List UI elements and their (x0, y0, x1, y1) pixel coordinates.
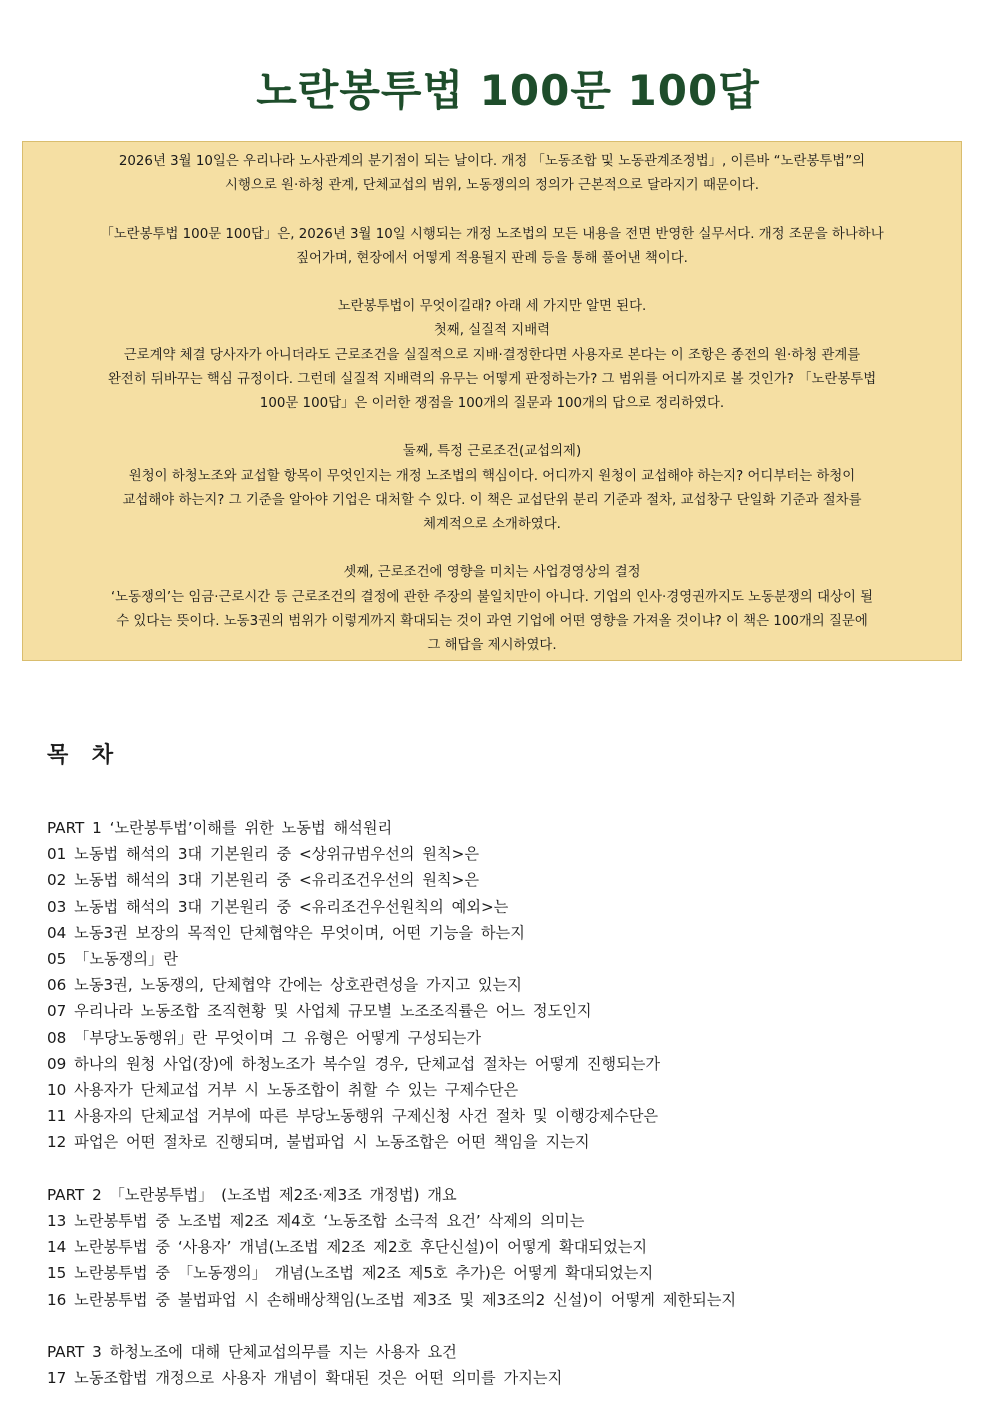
toc-item[interactable]: 12 파업은 어떤 절차로 진행되며, 불법파업 시 노동조합은 어떤 책임을 지는지 (47, 1133, 590, 1152)
point1-title: 첫째, 실질적 지배력 (433, 323, 551, 339)
toc-item[interactable]: 04 노동3권 보장의 목적인 단체협약은 무엇이며, 어떤 기능을 하는지 (47, 923, 525, 942)
intro-line: 짚어가며, 현장에서 어떻게 적용될지 판례 등을 통해 풀어낸 책이다. (296, 250, 688, 266)
toc-item[interactable]: 14 노란봉투법 중 ‘사용자’ 개념(노조법 제2조 제2호 후단신설)이 어떻게 확대되었는지 (47, 1238, 648, 1257)
intro-line: 그 해답을 제시하였다. (427, 638, 557, 653)
toc-item[interactable]: 16 노란봉투법 중 불법파업 시 손해배상책임(노조법 제3조 및 제3조의2 신설)이 어떻게 제한되는지 (47, 1290, 737, 1309)
toc-item[interactable]: 13 노란봉투법 중 노조법 제2조 제4호 ‘노동조합 소극적 요건’ 삭제의 의미는 (47, 1212, 585, 1231)
intro-line: 근로계약 체결 당사자가 아니더라도 근로조건을 실질적으로 지배·결정한다면 사용자로 본다는 이 조항은 종전의 원·하청 관계를 (123, 347, 861, 363)
intro-line: 수 있다는 뜻이다. 노동3권의 범위가 이렇게까지 확대되는 것이 과연 기업에 어떤 영향을 가져올 것이냐? 이 책은 100개의 질문에 (116, 613, 868, 629)
point2-title: 둘째, 특정 근로조건(교섭의제) (402, 444, 582, 460)
intro-line: 체계적으로 소개하였다. (423, 517, 561, 532)
intro-line: ‘노동쟁의’는 임금·근로시간 등 근로조건의 결정에 관한 주장의 불일치만이 아니다. 기업의 인사·경영권까지도 노동분쟁의 대상이 될 (110, 589, 874, 605)
toc-part-title[interactable]: PART 3 하청노조에 대해 단체교섭의무를 지는 사용자 요건 (47, 1343, 457, 1362)
toc-item[interactable]: 05 「노동쟁의」란 (47, 950, 178, 969)
intro-lead: 노란봉투법이 무엇이길래? 아래 세 가지만 알면 된다. (337, 299, 647, 315)
toc-heading: 목 차 (47, 743, 122, 768)
toc-item[interactable]: 09 하나의 원청 사업(장)에 하청노조가 복수일 경우, 단체교섭 절차는 어떻게 진행되는가 (47, 1054, 661, 1073)
toc-item[interactable]: 07 우리나라 노동조합 조직현황 및 사업체 규모별 노조조직률은 어느 정도인지 (47, 1002, 592, 1021)
page-title: 노란봉투법 100문 100답 (256, 66, 760, 115)
toc-item[interactable]: 01 노동법 해석의 3대 기본원리 중 <상위규범우선의 원칙>은 (47, 845, 479, 864)
toc-item[interactable]: 08 「부당노동행위」란 무엇이며 그 유형은 어떻게 구성되는가 (47, 1028, 482, 1047)
intro-line: 100문 100답」은 이러한 쟁점을 100개의 질문과 100개의 답으로 정리하였다. (259, 396, 725, 411)
intro-line: 시행으로 원·하청 관계, 단체교섭의 범위, 노동쟁의의 정의가 근본적으로 달라지기 때문이다. (225, 178, 759, 194)
toc-part-title[interactable]: PART 2 「노란봉투법」 (노조법 제2조·제3조 개정법) 개요 (47, 1185, 457, 1204)
toc-item[interactable]: 06 노동3권, 노동쟁의, 단체협약 간에는 상호관련성을 가지고 있는지 (47, 976, 522, 995)
intro-line: 2026년 3월 10일은 우리나라 노사관계의 분기점이 되는 날이다. 개정 「노동조합 및 노동관계조정법」, 이른바 “노란봉투법”의 (118, 154, 866, 169)
toc-item[interactable]: 03 노동법 해석의 3대 기본원리 중 <유리조건우선원칙의 예외>는 (47, 897, 509, 916)
toc-item[interactable]: 02 노동법 해석의 3대 기본원리 중 <유리조건우선의 원칙>은 (47, 871, 479, 890)
intro-line: 완전히 뒤바꾸는 핵심 규정이다. 그런데 실질적 지배력의 유무는 어떻게 판정하는가? 그 범위를 어디까지로 볼 것인가? 「노란봉투법 (107, 371, 877, 387)
intro-box (22, 141, 962, 661)
intro-line: 「노란봉투법 100문 100답」은, 2026년 3월 10일 시행되는 개정 노조법의 모든 내용을 전면 반영한 실무서다. 개정 조문을 하나하나 (100, 226, 884, 242)
intro-line: 교섭해야 하는지? 그 기준을 알아야 기업은 대처할 수 있다. 이 책은 교섭단위 분리 기준과 절차, 교섭창구 단일화 기준과 절차를 (122, 492, 862, 508)
toc-item[interactable]: 15 노란봉투법 중 「노동쟁의」 개념(노조법 제2조 제5호 추가)은 어떻게 확대되었는지 (47, 1264, 654, 1283)
point3-title: 셋째, 근로조건에 영향을 미치는 사업경영상의 결정 (343, 565, 641, 581)
intro-line: 원청이 하청노조와 교섭할 항목이 무엇인지는 개정 노조법의 핵심이다. 어디까지 원청이 교섭해야 하는지? 어디부터는 하청이 (128, 468, 856, 484)
table-of-contents (47, 815, 947, 1391)
toc-item[interactable]: 10 사용자가 단체교섭 거부 시 노동조합이 취할 수 있는 구제수단은 (47, 1081, 519, 1100)
toc-item[interactable]: 17 노동조합법 개정으로 사용자 개념이 확대된 것은 어떤 의미를 가지는지 (47, 1369, 563, 1388)
toc-item[interactable]: 11 사용자의 단체교섭 거부에 따른 부당노동행위 구제신청 사건 절차 및 이행강제수단은 (47, 1107, 659, 1126)
toc-part-title[interactable]: PART 1 ‘노란봉투법’이해를 위한 노동법 해석원리 (47, 819, 393, 837)
